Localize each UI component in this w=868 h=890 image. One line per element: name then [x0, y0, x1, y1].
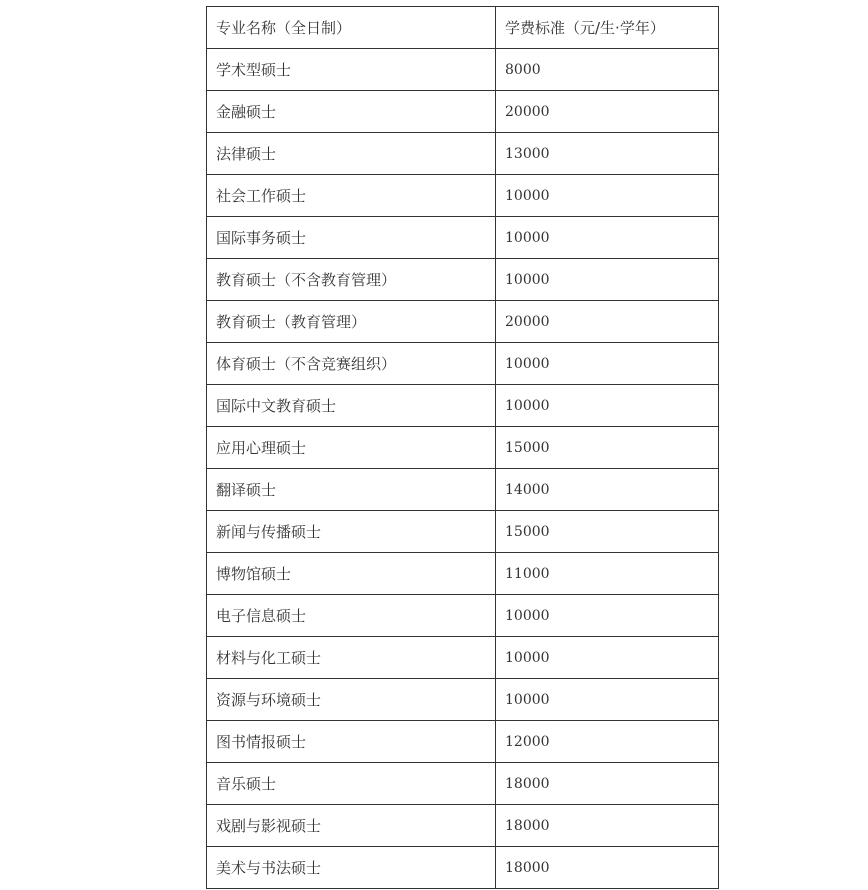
table-row: [207, 553, 719, 595]
tuition-fee-table: [206, 6, 719, 889]
tuition-fee-cell: 14000: [496, 469, 719, 511]
table-row: [207, 301, 719, 343]
tuition-fee-cell: 12000: [496, 721, 719, 763]
major-name-cell: 博物馆硕士: [207, 553, 496, 595]
tuition-fee-cell: 10000: [496, 217, 719, 259]
column-header-major: 专业名称（全日制）: [207, 7, 496, 49]
tuition-fee-cell: 10000: [496, 385, 719, 427]
column-header-tuition: 学费标准（元/生·学年）: [496, 7, 719, 49]
major-name-cell: 资源与环境硕士: [207, 679, 496, 721]
table-row: [207, 49, 719, 91]
tuition-fee-cell: 10000: [496, 175, 719, 217]
tuition-fee-cell: 8000: [496, 49, 719, 91]
major-name-cell: 教育硕士（教育管理）: [207, 301, 496, 343]
major-name-cell: 学术型硕士: [207, 49, 496, 91]
table-row: [207, 679, 719, 721]
tuition-fee-cell: 18000: [496, 847, 719, 889]
table-row: [207, 511, 719, 553]
tuition-fee-cell: 10000: [496, 595, 719, 637]
table-row: [207, 805, 719, 847]
major-name-cell: 国际中文教育硕士: [207, 385, 496, 427]
major-name-cell: 电子信息硕士: [207, 595, 496, 637]
table-row: [207, 217, 719, 259]
tuition-fee-cell: 20000: [496, 91, 719, 133]
table-row: [207, 595, 719, 637]
major-name-cell: 戏剧与影视硕士: [207, 805, 496, 847]
major-name-cell: 音乐硕士: [207, 763, 496, 805]
table-row: [207, 469, 719, 511]
tuition-fee-cell: 15000: [496, 427, 719, 469]
major-name-cell: 美术与书法硕士: [207, 847, 496, 889]
major-name-cell: 教育硕士（不含教育管理）: [207, 259, 496, 301]
major-name-cell: 新闻与传播硕士: [207, 511, 496, 553]
table-row: [207, 721, 719, 763]
table-row: [207, 175, 719, 217]
table-row: [207, 637, 719, 679]
major-name-cell: 社会工作硕士: [207, 175, 496, 217]
major-name-cell: 应用心理硕士: [207, 427, 496, 469]
table-row: [207, 427, 719, 469]
major-name-cell: 国际事务硕士: [207, 217, 496, 259]
tuition-fee-cell: 11000: [496, 553, 719, 595]
table-header-row: [207, 7, 719, 49]
major-name-cell: 图书情报硕士: [207, 721, 496, 763]
major-name-cell: 翻译硕士: [207, 469, 496, 511]
table-row: [207, 259, 719, 301]
tuition-fee-cell: 10000: [496, 343, 719, 385]
major-name-cell: 金融硕士: [207, 91, 496, 133]
tuition-fee-cell: 10000: [496, 637, 719, 679]
tuition-fee-cell: 13000: [496, 133, 719, 175]
table-row: [207, 343, 719, 385]
table-row: [207, 91, 719, 133]
tuition-fee-cell: 18000: [496, 763, 719, 805]
table-row: [207, 763, 719, 805]
tuition-fee-cell: 20000: [496, 301, 719, 343]
major-name-cell: 材料与化工硕士: [207, 637, 496, 679]
table-row: [207, 847, 719, 889]
table-row: [207, 385, 719, 427]
major-name-cell: 体育硕士（不含竞赛组织）: [207, 343, 496, 385]
major-name-cell: 法律硕士: [207, 133, 496, 175]
tuition-fee-cell: 10000: [496, 679, 719, 721]
tuition-fee-cell: 18000: [496, 805, 719, 847]
tuition-fee-cell: 10000: [496, 259, 719, 301]
table-row: [207, 133, 719, 175]
tuition-fee-cell: 15000: [496, 511, 719, 553]
